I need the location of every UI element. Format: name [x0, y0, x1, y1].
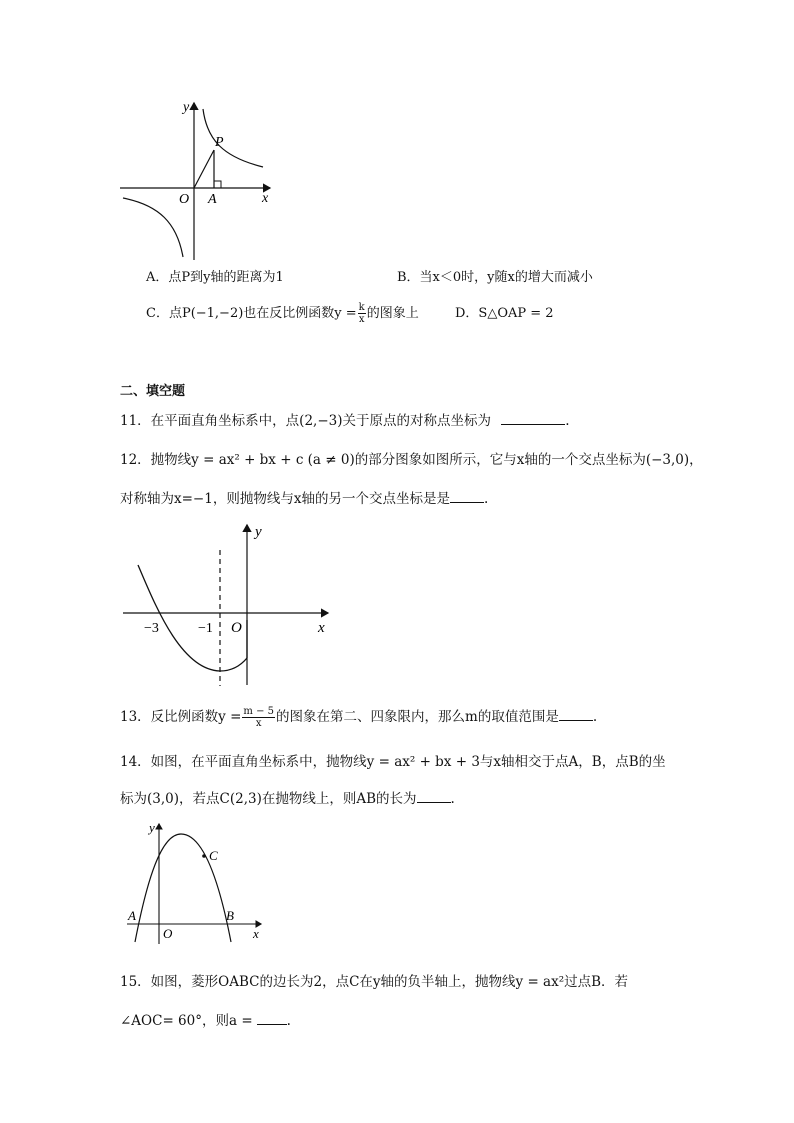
q11-text: 11．在平面直角坐标系中，点(2,−3)关于原点的对称点坐标为: [120, 413, 491, 429]
q14-line2: 标为(3,0)，若点C(2,3)在抛物线上，则AB的长为: [120, 791, 417, 807]
q14-answer-blank[interactable]: [417, 788, 451, 803]
right-angle-mark: [214, 181, 221, 188]
question-12-line2: 对称轴为x=−1，则抛物线与x轴的另一个交点坐标是是 .: [120, 488, 488, 509]
fig10-p-label: P: [215, 135, 224, 150]
q14-figure: [125, 820, 275, 948]
q13-frac-den: x: [255, 718, 262, 729]
fig12-x-label: x: [318, 620, 325, 636]
q13-answer-blank[interactable]: [559, 706, 593, 721]
fig14-a-label: A: [128, 908, 136, 923]
segment-op: [194, 150, 214, 188]
fig14-y-label: y: [149, 820, 155, 835]
fig10-a-label: A: [208, 192, 217, 207]
q15-line1: 15．如图，菱形OABC的边长为2，点C在y轴的负半轴上，抛物线y = ax²过点B．若: [120, 974, 629, 990]
fig12-origin-label: O: [231, 620, 242, 636]
fig14-c-label: C: [209, 848, 218, 863]
option-c: [146, 302, 419, 325]
fig12-tick-neg3: −3: [144, 621, 159, 636]
option-a: A．点P到y轴的距离为1: [146, 270, 284, 285]
fig10-y-label: y: [183, 100, 190, 115]
q11-answer-blank[interactable]: [501, 410, 565, 425]
q12-line1: 12．抛物线y = ax² + bx + c (a ≠ 0)的部分图象如图所示，它与x轴的一个交点坐标为(−3,0)，: [120, 452, 703, 468]
option-d: D．S△OAP = 2: [455, 306, 554, 321]
fig14-origin-label: O: [163, 926, 173, 941]
fig10-origin-label: O: [179, 192, 190, 207]
q12-line2: 对称轴为x=−1，则抛物线与x轴的另一个交点坐标是是: [120, 491, 450, 507]
option-c-pre: C．点P(−1,−2)也在反比例函数y =: [146, 306, 357, 321]
parabola: [138, 565, 247, 671]
fig12-y-label: y: [255, 524, 262, 540]
question-14-line2: 标为(3,0)，若点C(2,3)在抛物线上，则AB的长为 .: [120, 788, 455, 809]
q12-answer-blank[interactable]: [450, 488, 484, 503]
option-c-post: 的图象上: [366, 306, 419, 321]
fig12-tick-neg1: −1: [198, 621, 213, 636]
q15-answer-blank[interactable]: [257, 1010, 287, 1025]
option-b: B．当x＜0时，y随x的增大而减小: [397, 270, 593, 285]
fig14-b-label: B: [226, 908, 234, 923]
q14-line1: 14．如图，在平面直角坐标系中，抛物线y = ax² + bx + 3与x轴相交于点A，B，点B的坐: [120, 754, 666, 770]
hyperbola-branch-q3: [123, 198, 183, 257]
section-title: 二、填空题: [120, 384, 186, 399]
question-11: 11．在平面直角坐标系中，点(2,−3)关于原点的对称点坐标为 .: [120, 410, 570, 431]
question-13: 13．反比例函数y = $\frac{m - 5}{x}$ 的图象在第二、四象限内，那么m的取值范围是 .: [120, 706, 598, 729]
q13-frac-num: m − 5: [243, 706, 275, 717]
hyperbola-branch-q1: [203, 109, 263, 167]
q15-line2: ∠AOC= 60°，则a =: [120, 1013, 253, 1029]
question-15-line2: ∠AOC= 60°，则a = .: [120, 1010, 291, 1031]
option-c-frac-den: x: [358, 314, 365, 325]
q13-post: 的图象在第二、四象限内，那么m的取值范围是: [276, 709, 559, 725]
option-c-fraction: [358, 302, 366, 325]
q13-fraction: [242, 706, 275, 729]
fig10-x-label: x: [262, 191, 269, 206]
point-c: [202, 854, 206, 858]
q12-figure: [118, 520, 338, 690]
option-c-frac-num: k: [358, 302, 365, 313]
q13-pre: 13．反比例函数y =: [120, 709, 242, 725]
q10-figure: [115, 95, 285, 265]
fig14-x-label: x: [253, 926, 259, 941]
